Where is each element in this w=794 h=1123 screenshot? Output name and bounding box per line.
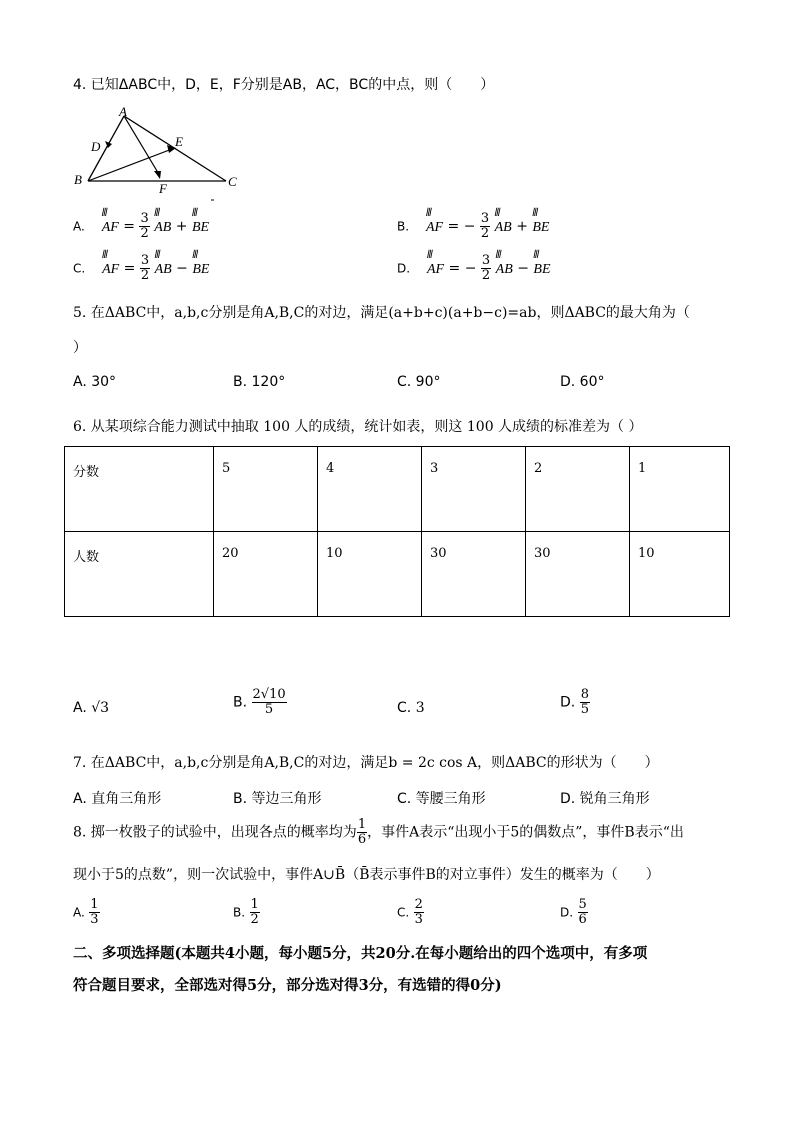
score-table bbox=[64, 446, 730, 617]
q7-option-d[interactable]: D. 锐角三角形 bbox=[560, 791, 650, 807]
table-cell: 30 bbox=[422, 532, 526, 617]
table-cell: 5 bbox=[214, 447, 318, 532]
q6-option-a[interactable]: A. √3 bbox=[73, 700, 110, 716]
table-cell: 20 bbox=[214, 532, 318, 617]
q4-option-a[interactable]: A. ꟾꟾꟾ AF = $\frac{3}{2}$ ꟾꟾꟾ AB + ꟾꟾꟾ BE bbox=[73, 208, 210, 241]
q4-option-c[interactable]: C. ꟾꟾꟾ AF = $\frac{3}{2}$ ꟾꟾꟾ AB − ꟾꟾꟾ BE bbox=[73, 250, 210, 283]
q8-option-c[interactable]: C. $\frac{2}{3}$ bbox=[397, 897, 423, 927]
q5-option-c[interactable]: C. 90° bbox=[397, 374, 441, 390]
table-cell: 3 bbox=[422, 447, 526, 532]
table-row bbox=[65, 447, 730, 532]
triangle-figure bbox=[70, 104, 250, 204]
q5-option-a[interactable]: A. 30° bbox=[73, 374, 117, 390]
q5-stem-line2: ） bbox=[73, 340, 87, 356]
q7-stem: 7. 在ΔABC中，a,b,c分别是角A,B,C的对边，满足b = 2c cos A，则ΔABC的形状为（ ） bbox=[73, 755, 659, 771]
table-cell: 分数 bbox=[65, 447, 214, 532]
q4-option-b[interactable]: B. ꟾꟾꟾ AF = − $\frac{3}{2}$ ꟾꟾꟾ AB + ꟾꟾꟾ BE bbox=[397, 208, 550, 241]
table-cell: 1 bbox=[630, 447, 730, 532]
q5-option-b[interactable]: B. 120° bbox=[233, 374, 286, 390]
q8-option-d[interactable]: D. $\frac{5}{6}$ bbox=[560, 897, 587, 927]
q7-option-b[interactable]: B. 等边三角形 bbox=[233, 791, 322, 807]
q8-option-a[interactable]: A. $\frac{1}{3}$ bbox=[73, 897, 99, 927]
label-D: D bbox=[91, 139, 101, 154]
q6-option-d[interactable]: D. $\frac{8}{5}$ bbox=[560, 687, 589, 717]
table-cell: 4 bbox=[318, 447, 422, 532]
label-C: C bbox=[228, 174, 237, 189]
q4-stem: 4. 已知ΔABC中，D，E，F分别是AB，AC，BC的中点，则（ ） bbox=[73, 77, 495, 93]
label-A: A bbox=[119, 104, 127, 119]
q6-option-b[interactable]: B. $\frac{2√10}{5}$ bbox=[233, 687, 286, 717]
label-F: F bbox=[159, 181, 167, 196]
q5-stem-line1: 5. 在ΔABC中，a,b,c分别是角A,B,C的对边，满足(a+b+c)(a+b−c)=ab，则ΔABC的最大角为（ bbox=[73, 305, 690, 321]
table-cell: 2 bbox=[526, 447, 630, 532]
q5-option-d[interactable]: D. 60° bbox=[560, 374, 605, 390]
q6-option-c[interactable]: C. 3 bbox=[397, 700, 425, 716]
table-cell: 10 bbox=[630, 532, 730, 617]
label-B: B bbox=[74, 172, 82, 187]
table-cell: 30 bbox=[526, 532, 630, 617]
q7-option-a[interactable]: A. 直角三角形 bbox=[73, 791, 162, 807]
q8-stem-line2: 现小于5的点数”，则一次试验中，事件A∪B̄（B̄表示事件B的对立事件）发生的概率为（ ） bbox=[73, 867, 660, 883]
section2-heading-line2: 符合题目要求，全部选对得5分，部分选对得3分，有选错的得0分) bbox=[73, 977, 502, 994]
table-cell: 10 bbox=[318, 532, 422, 617]
q7-option-c[interactable]: C. 等腰三角形 bbox=[397, 791, 486, 807]
table-row bbox=[65, 532, 730, 617]
table-cell: 人数 bbox=[65, 532, 214, 617]
q4-option-d[interactable]: D. ꟾꟾꟾ AF = − $\frac{3}{2}$ ꟾꟾꟾ AB − ꟾꟾꟾ BE bbox=[397, 250, 551, 283]
q8-stem-line1: 8. 掷一枚骰子的试验中，出现各点的概率均为 $\frac{1}{6}$ ，事件A表示“出现小于5的偶数点”，事件B表示“出 bbox=[73, 817, 684, 847]
q8-option-b[interactable]: B. $\frac{1}{2}$ bbox=[233, 897, 259, 927]
q6-stem: 6. 从某项综合能力测试中抽取 100 人的成绩，统计如表，则这 100 人成绩的标准差为（ ） bbox=[73, 419, 643, 435]
section2-heading-line1: 二、多项选择题(本题共4小题，每小题5分，共20分.在每小题给出的四个选项中，有多项 bbox=[73, 945, 648, 962]
label-E: E bbox=[175, 134, 183, 149]
